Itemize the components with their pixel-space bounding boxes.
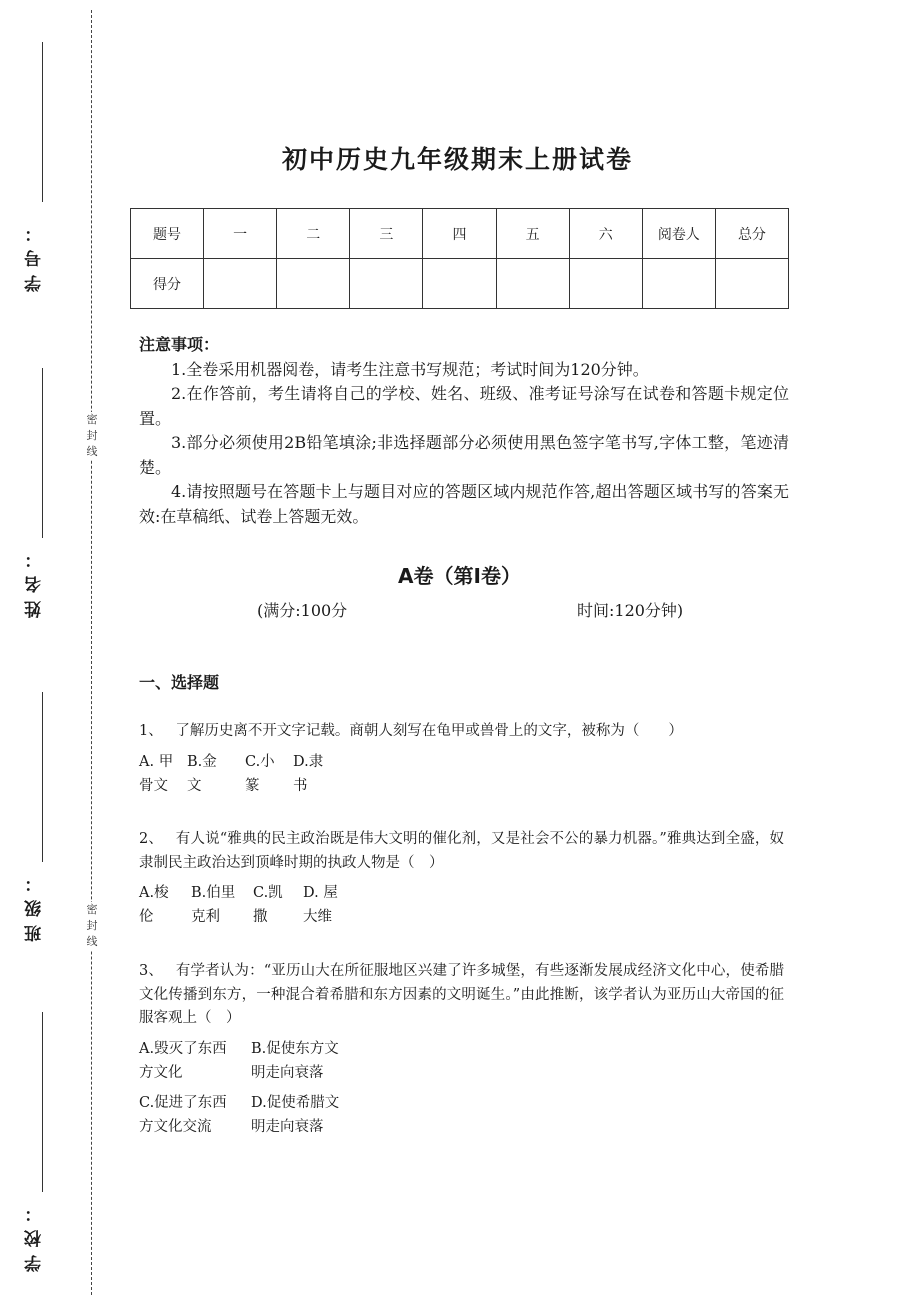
question-stem [139,828,784,875]
option-group [139,1091,784,1139]
option-a[interactable] [139,1037,251,1085]
option-b[interactable] [187,750,245,798]
student-id-line [42,42,43,202]
option-d[interactable] [303,881,363,929]
option-c[interactable] [245,750,293,798]
score-cell[interactable] [423,259,496,309]
option-a[interactable] [139,750,187,798]
option-line: 方文化交流 [139,1118,212,1135]
question-number: 1、 [139,723,163,739]
note-item: 4.请按照题号在答题卡上与题目对应的答题区域内规范作答,超出答题区域书写的答案无效:在草稿纸、试卷上答题无效。 [139,482,789,526]
full-mark: (满分:100分 [257,601,348,620]
option-line: 书 [293,777,308,794]
score-cell[interactable] [204,259,277,309]
score-header-cell: 六 [569,209,642,259]
option-line: B.促使东方文 [251,1040,339,1057]
section-title: A卷（第Ⅰ卷） [398,564,521,588]
score-cell[interactable] [496,259,569,309]
option-line: C.促进了东西 [139,1094,227,1111]
school-label: 学校： [25,1197,45,1272]
name-line [42,368,43,538]
option-line: A. 甲 [139,753,174,770]
score-header-cell: 四 [423,209,496,259]
option-line: A.毁灭了东西 [139,1040,227,1057]
question-stem [139,720,784,744]
seal-mark: 密封线 [84,902,100,950]
part-one-title: 一、选择题 [139,673,220,692]
score-header-cell: 二 [277,209,350,259]
question-text: 有学者认为：“亚历山大在所征服地区兴建了许多城堡，有些逐渐发展成经济文化中心，使希腊文化传播到东方，一种混合着希腊和东方因素的文明诞生。”由此推断，该学者认为亚历山大帝国的征服客观上（ ） [139,963,784,1026]
fold-line [91,10,92,1295]
class-label: 班级： [25,867,45,942]
option-line: D.隶 [293,753,324,770]
option-line: 伦 [139,909,154,925]
class-line [42,692,43,862]
seal-mark: 密封线 [84,412,100,460]
score-header-cell: 五 [496,209,569,259]
score-row-label: 得分 [131,259,204,309]
question-3 [139,960,784,1139]
score-header-row [131,209,789,259]
option-d[interactable] [251,1091,363,1139]
option-group [139,750,784,798]
score-header-cell: 三 [350,209,423,259]
question-text: 有人说“雅典的民主政治既是伟大文明的催化剂，又是社会不公的暴力机器。”雅典达到全盛，奴隶制民主政治达到顶峰时期的执政人物是（ ） [139,831,785,871]
option-line: 方文化 [139,1064,183,1081]
option-c[interactable] [139,1091,251,1139]
option-line: D.促使希腊文 [251,1094,340,1111]
option-line: 骨文 [139,777,168,794]
option-line: B.伯里 [191,885,236,901]
option-line: 大维 [303,909,332,925]
option-c[interactable] [253,881,303,929]
score-header-cell: 阅卷人 [642,209,715,259]
page-title: 初中历史九年级期末上册试卷 [281,145,633,174]
school-line [42,1012,43,1192]
option-line: 明走向衰落 [251,1118,324,1135]
exam-time: 时间:120分钟) [577,601,684,620]
option-a[interactable] [139,881,191,929]
score-cell[interactable] [350,259,423,309]
option-line: 撒 [253,909,268,925]
question-number: 2、 [139,831,164,847]
note-item: 1.全卷采用机器阅卷，请考生注意书写规范；考试时间为120分钟。 [171,359,649,379]
score-header-cell: 一 [204,209,277,259]
question-stem [139,960,784,1031]
option-line: 篆 [245,777,260,794]
score-header-cell: 题号 [131,209,204,259]
score-row [131,259,789,309]
option-line: B.金 [187,753,217,770]
option-line: D. 屋 [303,885,338,901]
option-line: A.梭 [139,885,169,901]
question-2 [139,828,784,929]
option-group [139,1037,784,1085]
option-line: 明走向衰落 [251,1064,324,1081]
option-line: C.小 [245,753,275,770]
note-item: 2.在作答前，考生请将自己的学校、姓名、班级、准考证号涂写在试卷和答题卡规定位置。 [139,384,789,428]
option-line: 克利 [191,909,220,925]
option-line: 文 [187,777,202,794]
score-cell[interactable] [715,259,788,309]
notes-block [139,333,789,529]
option-b[interactable] [191,881,253,929]
option-line: C.凯 [253,885,283,901]
score-cell[interactable] [569,259,642,309]
student-id-label: 学号： [25,217,45,292]
question-1 [139,720,784,798]
score-cell[interactable] [277,259,350,309]
option-d[interactable] [293,750,341,798]
notes-heading: 注意事项： [139,335,220,354]
option-group [139,881,784,929]
score-header-cell: 总分 [715,209,788,259]
note-item: 3.部分必须使用2B铅笔填涂;非选择题部分必须使用黑色签字笔书写,字体工整，笔迹清楚。 [139,433,789,477]
name-label: 姓名： [25,543,45,618]
option-b[interactable] [251,1037,363,1085]
question-text: 了解历史离不开文字记载。商朝人刻写在龟甲或兽骨上的文字，被称为（ ） [175,723,683,739]
score-table [130,208,789,309]
score-cell[interactable] [642,259,715,309]
question-number: 3、 [139,963,164,979]
